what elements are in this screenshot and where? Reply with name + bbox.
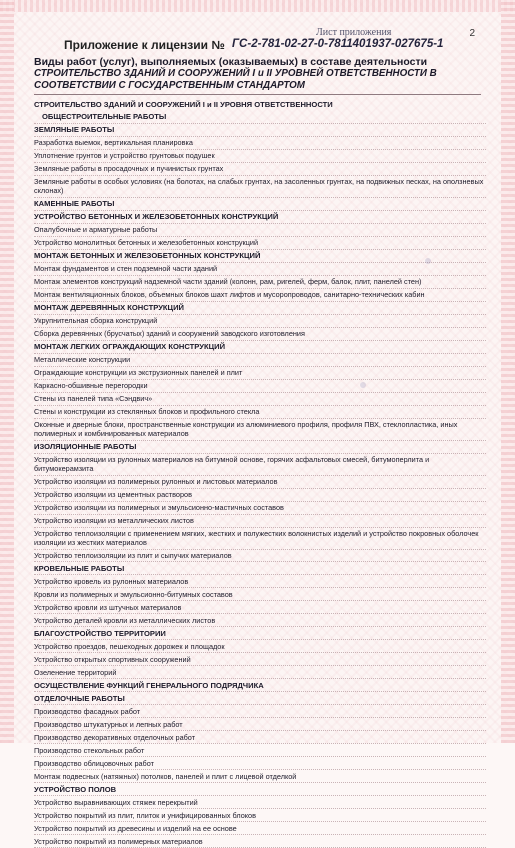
work-item: Оконные и дверные блоки, пространственные конструкции из алюминиевого профиля, профиля ПВХ, стеклопластика, иных полимерных и комбинированных материалов [34, 419, 486, 441]
work-item: Устройство изоляции из полимерных и эмульсионно-мастичных составов [34, 502, 486, 515]
heading-divider [34, 94, 481, 95]
work-item: Земляные работы в просадочных и пучинистых грунтах [34, 163, 486, 176]
work-item: Устройство покрытий из полимерных материалов [34, 835, 486, 848]
decorative-border-top [0, 0, 515, 12]
work-item: Монтаж элементов конструкций надземной части зданий (колонн, рам, ригелей, ферм, балок, плит, панелей стен) [34, 276, 486, 289]
work-item: Устройство кровель из рулонных материалов [34, 575, 486, 588]
license-number: ГС-2-781-02-27-0-7811401937-027675-1 [232, 38, 444, 50]
work-item: Устройство теплоизоляции из плит и сыпучих материалов [34, 550, 486, 563]
work-item: Каркасно-обшивные перегородки [34, 380, 486, 393]
work-item: Опалубочные и арматурные работы [34, 224, 486, 237]
work-item: Устройство изоляции из полимерных рулонных и листовых материалов [34, 476, 486, 489]
work-item: Устройство проездов, пешеходных дорожек и площадок [34, 640, 486, 653]
heading-line-2: СТРОИТЕЛЬСТВО ЗДАНИЙ И СООРУЖЕНИЙ I и II УРОВНЕЙ ОТВЕТСТВЕННОСТИ В [34, 68, 437, 79]
work-item: Стены из панелей типа «Сэндвич» [34, 393, 486, 406]
decorative-border-right [501, 0, 515, 743]
section-heading: УСТРОЙСТВО БЕТОННЫХ И ЖЕЛЕЗОБЕТОННЫХ КОНСТРУКЦИЙ [34, 211, 486, 224]
section-heading: КРОВЕЛЬНЫЕ РАБОТЫ [34, 562, 486, 575]
appendix-title: Приложение к лицензии № [64, 38, 225, 52]
work-item: Металлические конструкции [34, 354, 486, 367]
ink-speck [425, 258, 431, 264]
work-item: Разработка выемок, вертикальная планировка [34, 137, 486, 150]
section-heading: МОНТАЖ БЕТОННЫХ И ЖЕЛЕЗОБЕТОННЫХ КОНСТРУКЦИЙ [34, 250, 486, 263]
work-item: Устройство открытых спортивных сооружений [34, 653, 486, 666]
page-number: 2 [469, 28, 475, 39]
section-heading: КАМЕННЫЕ РАБОТЫ [34, 198, 486, 211]
works-list [34, 99, 486, 848]
work-item: Производство фасадных работ [34, 705, 486, 718]
work-item: Устройство изоляции из рулонных материалов на битумной основе, горячих асфальтовых смесей, битумоперлита и битумокерамзита [34, 454, 486, 476]
work-item: Устройство кровли из штучных материалов [34, 601, 486, 614]
heading-line-1: Виды работ (услуг), выполняемых (оказываемых) в составе деятельности [34, 56, 428, 68]
decorative-border-left [0, 0, 14, 743]
work-item: Стены и конструкции из стеклянных блоков и профильного стекла [34, 406, 486, 419]
work-item: Производство облицовочных работ [34, 757, 486, 770]
heading-line-3: СООТВЕТСТВИИ С ГОСУДАРСТВЕННЫМ СТАНДАРТОМ [34, 80, 305, 91]
work-item: Устройство покрытий из древесины и изделий на ее основе [34, 822, 486, 835]
section-heading: МОНТАЖ ДЕРЕВЯННЫХ КОНСТРУКЦИЙ [34, 302, 486, 315]
section-heading: УСТРОЙСТВО ПОЛОВ [34, 783, 486, 796]
work-item: Устройство выравнивающих стяжек перекрытий [34, 796, 486, 809]
work-item: Сборка деревянных (брусчатых) зданий и сооружений заводского изготовления [34, 328, 486, 341]
section-heading: СТРОИТЕЛЬСТВО ЗДАНИЙ И СООРУЖЕНИЙ I и II УРОВНЯ ОТВЕТСТВЕННОСТИ [34, 100, 333, 110]
section-heading: МОНТАЖ ЛЕГКИХ ОГРАЖДАЮЩИХ КОНСТРУКЦИЙ [34, 341, 486, 354]
work-item: Устройство деталей кровли из металлических листов [34, 614, 486, 627]
sheet-label: Лист приложения [316, 27, 392, 38]
work-item: Монтаж фундаментов и стен подземной части зданий [34, 263, 486, 276]
work-item: Производство декоративных отделочных работ [34, 731, 486, 744]
work-item: Кровли из полимерных и эмульсионно-битумных составов [34, 588, 486, 601]
section-heading: ЗЕМЛЯНЫЕ РАБОТЫ [34, 124, 486, 137]
section-heading: ОСУЩЕСТВЛЕНИЕ ФУНКЦИЙ ГЕНЕРАЛЬНОГО ПОДРЯДЧИКА [34, 679, 486, 692]
work-item: Монтаж подвесных (натяжных) потолков, панелей и плит с лицевой отделкой [34, 770, 486, 783]
work-item: Ограждающие конструкции из экструзионных панелей и плит [34, 367, 486, 380]
work-item: Устройство изоляции из металлических листов [34, 515, 486, 528]
work-item: Устройство монолитных бетонных и железобетонных конструкций [34, 237, 486, 250]
section-heading: ИЗОЛЯЦИОННЫЕ РАБОТЫ [34, 441, 486, 454]
work-item: Устройство теплоизоляции с применением мягких, жестких и полужестких волокнистых изделий и устройство покровных оболочек изоляции из жестких материалов [34, 528, 486, 550]
section-heading: ОТДЕЛОЧНЫЕ РАБОТЫ [34, 692, 486, 705]
work-item: Устройство изоляции из цементных растворов [34, 489, 486, 502]
work-item: Производство стекольных работ [34, 744, 486, 757]
work-item: Производство штукатурных и лепных работ [34, 718, 486, 731]
work-item: Монтаж вентиляционных блоков, объемных блоков шахт лифтов и мусоропроводов, санитарно-технических кабин [34, 289, 486, 302]
section-heading: ОБЩЕСТРОИТЕЛЬНЫЕ РАБОТЫ [34, 111, 486, 124]
work-item: Устройство покрытий из плит, плиток и унифицированных блоков [34, 809, 486, 822]
work-item: Озеленение территорий [34, 666, 486, 679]
work-item: Земляные работы в особых условиях (на болотах, на слабых грунтах, на засоленных грунтах, на подвижных песках, на оползневых склонах) [34, 176, 486, 198]
section-heading: БЛАГОУСТРОЙСТВО ТЕРРИТОРИИ [34, 627, 486, 640]
work-item: Уплотнение грунтов и устройство грунтовых подушек [34, 150, 486, 163]
work-item: Укрупнительная сборка конструкций [34, 315, 486, 328]
ink-speck [360, 382, 366, 388]
document-heading [34, 56, 484, 92]
